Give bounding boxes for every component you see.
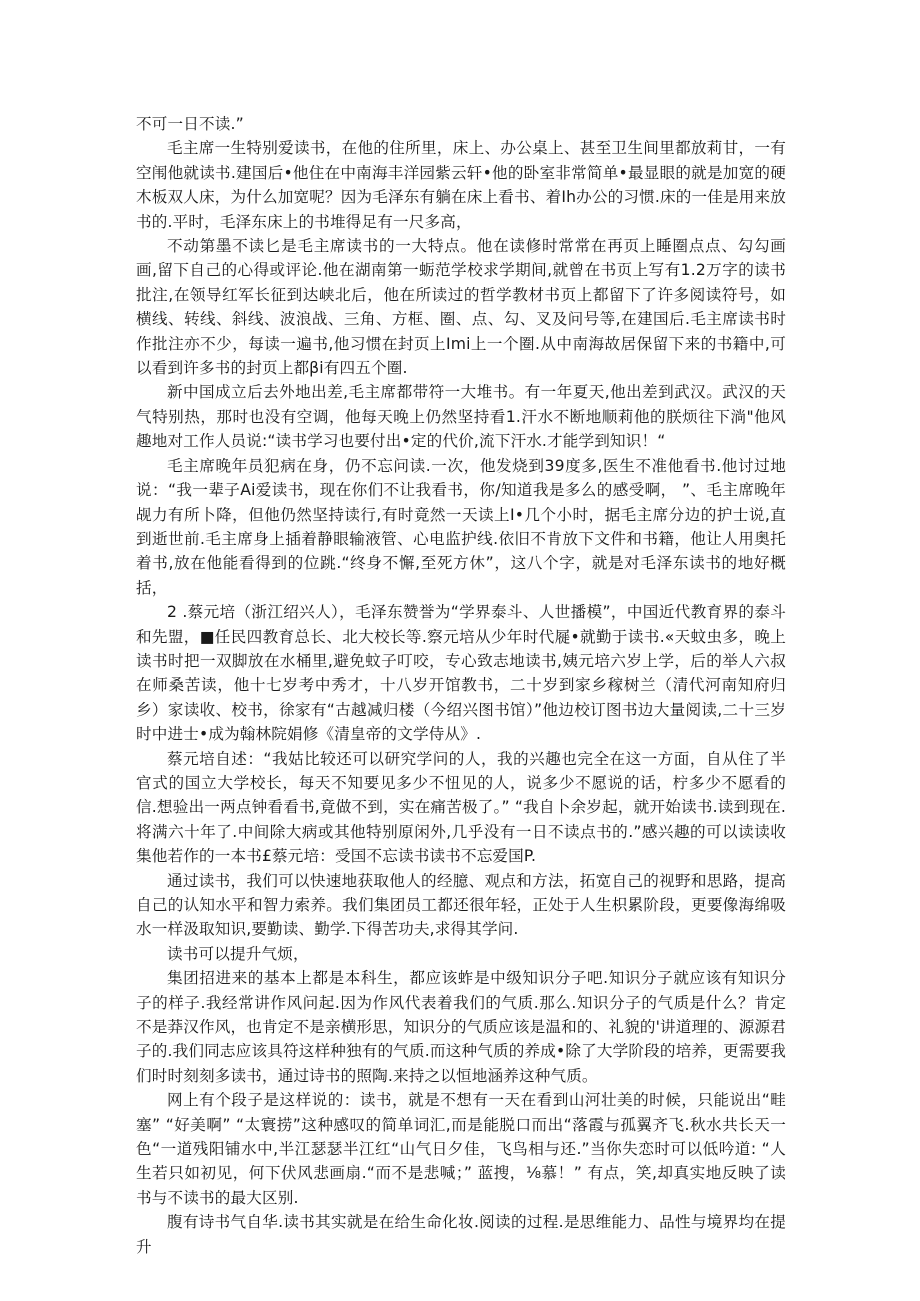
paragraph-12: 腹有诗书气自华.读书其实就是在给生命化妆.阅读的过程.是思维能力、品性与境界均在提升	[136, 1213, 786, 1256]
paragraph-5: 毛主席晚年员犯病在身，仍不忘问读.一次，他发烧到39度多,医生不准他看书.他讨过地说：“我一辈子Ai爱读书，现在你们不让我看书，你/知道我是多么的感受啊， ”、毛主席晚年觇力有所卜降，但他仍然坚持读行,有时竟然一天读上I•几个小时，据毛主席分边的护士说,直到逝世前.毛主席身上插着静眼输液管、心电监护线.依旧不肯放下文件和书籍，他让人用奥托着书,放在他能看得到的位跳.“终身不懈,至死方休”，这八个字，就是对毛泽东读书的地好概括，	[136, 456, 786, 597]
paragraph-6: 2 .蔡元培（浙江绍兴人），毛泽东赞誉为“学界泰斗、人世播模”，中国近代教育界的泰斗和先盟，■任民四教育总长、北大校长等.察元培从少年时代屣•就勤于读书.«天蚊虫多，晚上读书时把一双脚放在水桶里,避免蚊子叮咬，专心致志地读书,姨元培六岁上学，后的举人六叔在师桑苦读，他十七岁考中秀才，十八岁开馆教书，二十岁到家乡稼树兰（清代河南知府归乡）家读收、校书，徐家有“古越减归楼（今绍兴图书馆）”他边校订图书边大量阅读,二十三岁时中进士•成为翰林院娟修《清皇帝的文学侍从》.	[136, 603, 786, 744]
paragraph-4: 新中国成立后去外地出差,毛主席都带符一大堆书。有一年夏天,他出差到武汉。武汉的天气特别热，那时也没有空调，他每天晚上仍然坚持看1.汗水不断地顺莉他的朕烦往下淌"他风趣地对工作人员说:“读书学习也要付出•定的代价,流下汗水.才能学到知识！“	[136, 383, 786, 451]
paragraph-1: 不可一日不读.”	[136, 115, 244, 133]
document-body	[136, 112, 786, 1259]
paragraph-11: 网上有个段子是这样说的：读书，就是不想有一天在看到山河壮美的时候，只能说出“畦塞” “好美啊” “太寰捞”这种感叹的简单词汇,而是能脱口而出“落霞与孤翼齐飞.秋水共长天一色“一道残阳铺水中,半江瑟瑟半江红“山气日夕佳，飞鸟相与还.”当你失恋时可以低吟道: “人生若只如初见，何下伏风悲画扇.“而不是悲喊；” 蓝搜，⅛慕！” 有点，笑,却真实地反映了读书与不读书的最大区别.	[136, 1091, 786, 1207]
paragraph-7: 蔡元培自述：“我姑比较还可以研究学问的人，我的兴趣也完全在这一方面，自从住了半官式的国立大学校长，每天不知要见多少不忸见的人，说多少不愿说的话，柠多少不愿看的信.想验出一两点钟看看书,竟做不到，实在痛苦极了。” “我自卜余岁起，就开始读书.读到现在.将满六十年了.中间除大病或其他特别原闲外,几乎没有一日不读点书的.”感兴趣的可以读读收集他若作的一本书£蔡元培：受国不忘读书读书不忘爱国P.	[136, 749, 786, 866]
paragraph-9: 读书可以提升气烦，	[167, 944, 309, 963]
paragraph-8: 通过读书，我们可以快速地获取他人的经臆、观点和方法，拓宽自己的视野和思路，提高自己的认知水平和智力索养。我们集团员工都还很年轻，正处于人生枳累阶段，更要像海绵吸水一样汲取知识,要勤读、勤学.下得苦功夫,求得其学问.	[136, 871, 786, 939]
paragraph-3: 不动第墨不读匕是毛主席读书的一大特点。他在读修时常常在再页上睡圈点点、勾勾画画,留下自己的心得或评论.他在湖南第一蛎范学校求学期间,就曾在书页上写有1.2万字的读书批注,在领导红军长征到达峡北后，他在所读过的哲学教材书页上都留下了许多阅读符号，如横线、转线、斜线、波浪战、三角、方框、圈、点、勾、叉及问号等,在建国后.毛主席读书时作批注亦不少，每读一遍书,他习惯在封页上Imi上一个圈.从中南海故居保留下来的书籍中,可以看到许多书的封页上都βi有四五个圈.	[136, 237, 786, 378]
paragraph-2: 毛主席一生特别爱读书，在他的住所里，床上、办公桌上、甚至卫生间里都放莉甘，一有空闱他就读书.建国后•他住在中南海丰洋园紫云轩•他的卧室非常简单•最显眼的就是加宽的硬木板双人床，为什么加宽呢？因为毛泽东有躺在床上看书、着Ih办公的习惯.床的一佳是用来放书的.平时，毛泽东床上的书堆得足有一尺多高，	[136, 139, 786, 231]
paragraph-10: 集团招进来的基本上都是本科生，都应该蚱是中级知识分子吧.知识分子就应该有知识分子的样子.我经常讲作风问起.因为作风代表着我们的气质.那么.知识分子的气质是什么？肯定不是莽汉作风，也肯定不是亲横形思，知识分的气质应该是温和的、礼貌的'讲道理的、源源君子的.我们同志应该具符这样种独有的气质.而这种气质的养成•除了大学阶段的培养，更需要我们时时刻刻多读书，通过诗书的照陶.来持之以恒地涵养这种气质。	[136, 969, 786, 1085]
